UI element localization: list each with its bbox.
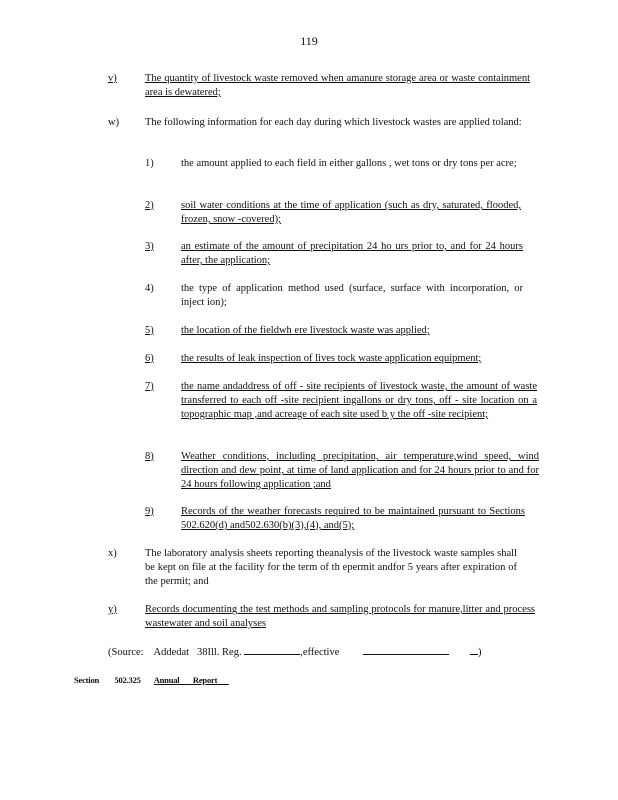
subitem-7-text: the name andaddress of off - site recipients of livestock waste, the amount of waste transferred to each off -site recipient ingallons or dry tons, off - site location on a topographic map ,and acreage of each site used b y the off -site recipient; [181,381,537,420]
item-x-text: The laboratory analysis sheets reporting theanalysis of the livestock waste samples shall be kept on file at the facility for the term of th epermit andfor 5 years after expiration of the permit; and [145,548,517,587]
subitem-1-label: 1) [145,158,154,169]
subitem-4-text: the type of application method used (surface, surface with incorporation, or inject ion); [181,283,523,308]
source-effective: ,effective [300,647,340,658]
subitem-3-text: an estimate of the amount of precipitation 24 ho urs prior to, and for 24 hours after, the application; [181,241,523,266]
subitem-3-label: 3) [145,241,154,252]
page-number: 119 [300,34,318,48]
section-number: 502.325 [114,675,141,685]
section-title-word-1: Annual [153,675,180,685]
source-blank-1 [244,645,300,655]
subitem-8-label: 8) [145,451,154,462]
subitem-9-text: Records of the weather forecasts required to be maintained pursuant to Sections 502.620(d) and502.630(b)(3),(4), and(5); [181,506,525,531]
source-blank-2 [363,645,449,655]
section-title [154,675,229,685]
item-w-text: The following information for each day during which livestock wastes are applied toland: [145,117,522,128]
item-w-label: w) [108,117,120,128]
subitem-2-text: soil water conditions at the time of application (such as dry, saturated, flooded, frozen, snow -covered); [181,200,521,225]
section-heading [74,673,229,687]
source-note [108,645,481,660]
subitem-8-text: Weather conditions, including precipitation, air temperature,wind speed, wind direction and dew point, at time of land application and for 24 hours prior to and for 24 hours following application ;and [181,451,539,490]
section-title-word-2: Report [192,675,218,685]
source-added: Addedat [153,647,190,658]
source-ill-reg: 38Ill. Reg. [196,647,242,658]
source-open: (Source: [108,647,144,658]
subitem-5-text: the location of the fieldwh ere livestock waste was applied; [181,325,430,336]
subitem-6-label: 6) [145,353,154,364]
subitem-9-label: 9) [145,506,154,517]
section-word: Section [74,675,100,685]
item-v-label: v) [108,73,117,84]
subitem-1-text: the amount applied to each field in either gallons , wet tons or dry tons per acre; [181,158,517,169]
subitem-2-label: 2) [145,200,154,211]
subitem-6-text: the results of leak inspection of lives tock waste application equipment; [181,353,482,364]
item-x-label: x) [108,548,117,559]
source-blank-3 [470,645,478,655]
item-y-text: Records documenting the test methods and sampling protocols for manure,litter and process wastewater and soil analyses [145,604,535,629]
item-v-text: The quantity of livestock waste removed when amanure storage area or waste containment area is dewatered; [145,73,530,98]
item-y-label: y) [108,604,117,615]
subitem-5-label: 5) [145,325,154,336]
subitem-4-label: 4) [145,283,154,294]
source-close: ) [477,647,482,658]
subitem-7-label: 7) [145,381,154,392]
